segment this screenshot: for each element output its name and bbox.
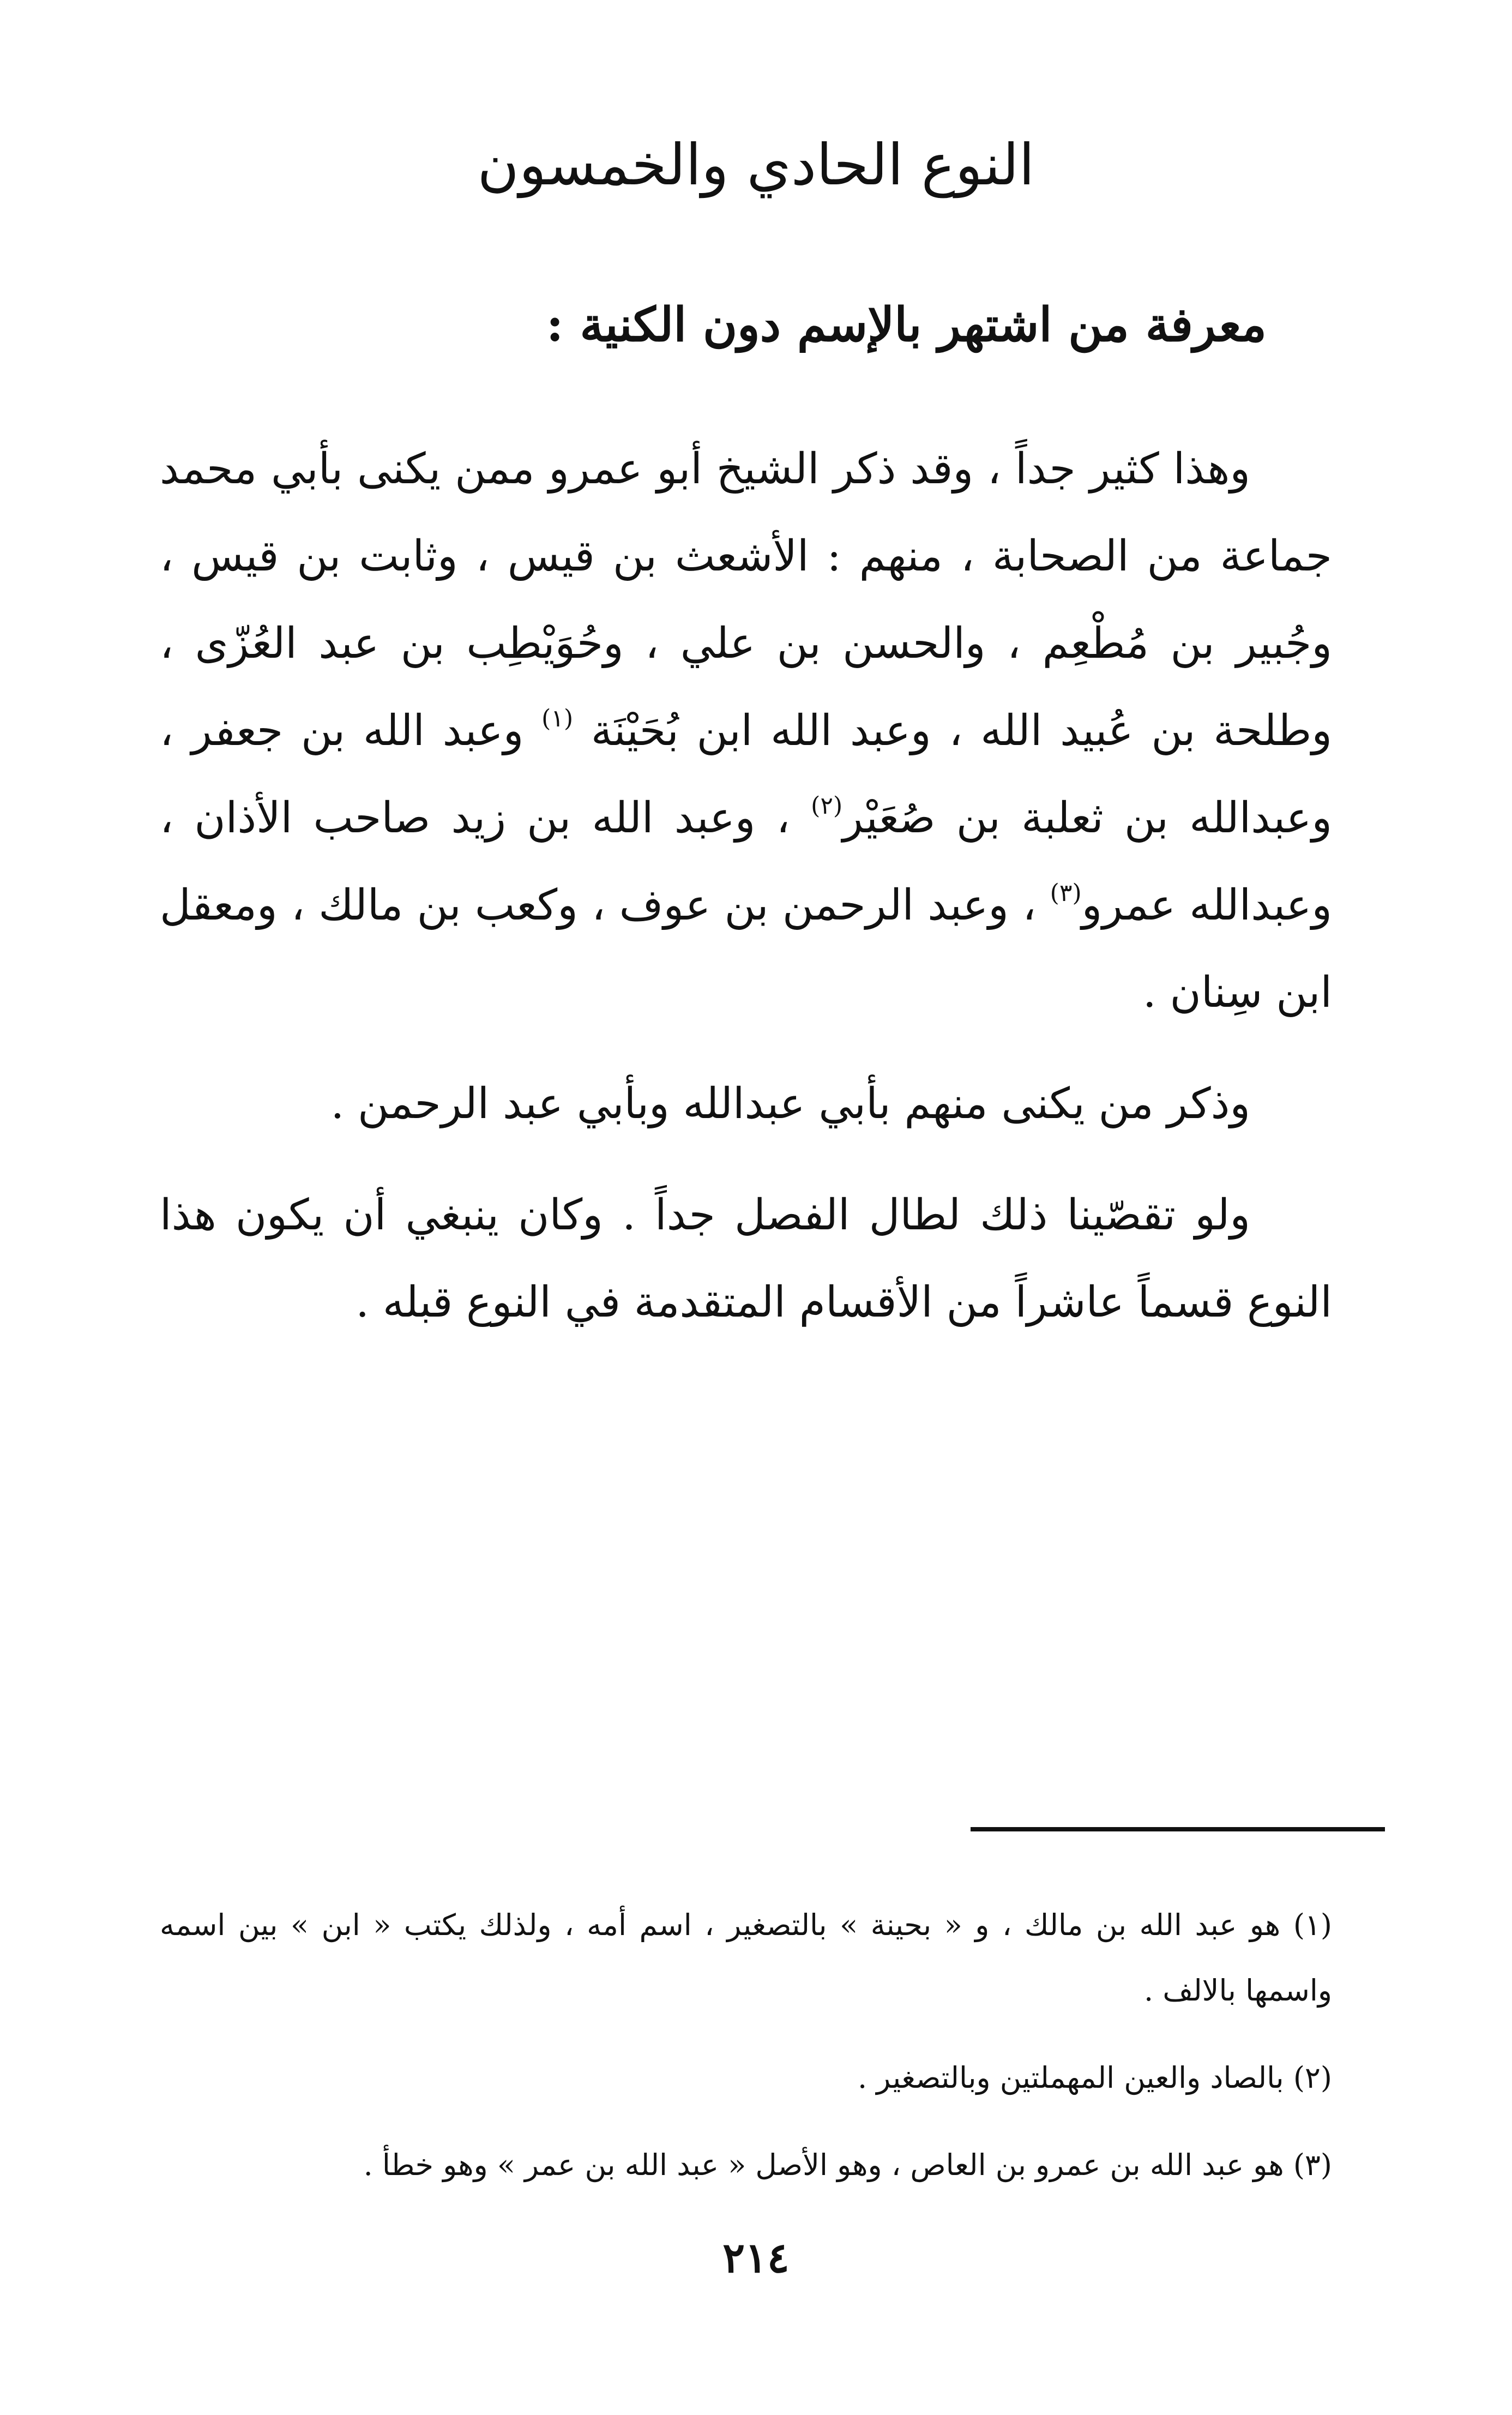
paragraph-text: ، وعبد الرحمن بن عوف ، وكعب بن مالك ، ومعقل ابن سِنان .: [160, 881, 1332, 1017]
paragraph-conclusion: ولو تقصّينا ذلك لطال الفصل جداً . وكان ينبغي أن يكون هذا النوع قسماً عاشراً من الأقسام المتقدمة في النوع قبله .: [160, 1191, 1332, 1327]
footnote-ref-3: (٣): [1050, 879, 1082, 907]
footnote-1: (١) هو عبد الله بن مالك ، و « بحينة » بالتصغير ، اسم أمه ، ولذلك يكتب « ابن » بين اسمه واسمها بالالف .: [160, 1908, 1332, 2008]
paragraph-text: وعبد الله بن جعفر ، وعبدالله بن ثعلبة بن صُعَيْر: [160, 706, 1332, 843]
chapter-title: النوع الحادي والخمسون: [477, 131, 1035, 198]
footnote-divider: [971, 1827, 1385, 1831]
paragraph-text: وهذا كثير جداً ، وقد ذكر الشيخ أبو عمرو ممن يكنى بأبي محمد جماعة من الصحابة ، منهم : الأشعث بن قيس ، وثابت بن قيس ، وجُبير بن مُطْعِم ، والحسن بن علي ، وحُوَيْطِب بن عبد العُزّى ، وطلحة بن عُبيد الله ، وعبد الله ابن بُحَيْنَة: [160, 444, 1333, 755]
section-heading: معرفة من اشتهر بالإسم دون الكنية :: [546, 297, 1267, 352]
paragraph-other-kunyas: وذكر من يكنى منهم بأبي عبدالله وبأبي عبد الرحمن .: [330, 1079, 1250, 1128]
footnote-ref-1: (١): [541, 705, 574, 732]
footnote-3: (٣) هو عبد الله بن عمرو بن العاص ، وهو الأصل « عبد الله بن عمر » وهو خطأ .: [363, 2148, 1332, 2182]
page-number: ٢١٤: [722, 2233, 790, 2282]
paragraph-companions-list: [160, 425, 1332, 1036]
footnotes: [160, 1893, 1332, 2220]
footnote-2: (٢) بالصاد والعين المهملتين وبالتصغير .: [857, 2060, 1332, 2095]
paragraph-text: ، وعبد الله بن زيد صاحب الأذان ، وعبدالله عمرو: [160, 794, 1332, 930]
footnote-ref-2: (٢): [811, 792, 843, 820]
body-text: [160, 425, 1332, 1370]
